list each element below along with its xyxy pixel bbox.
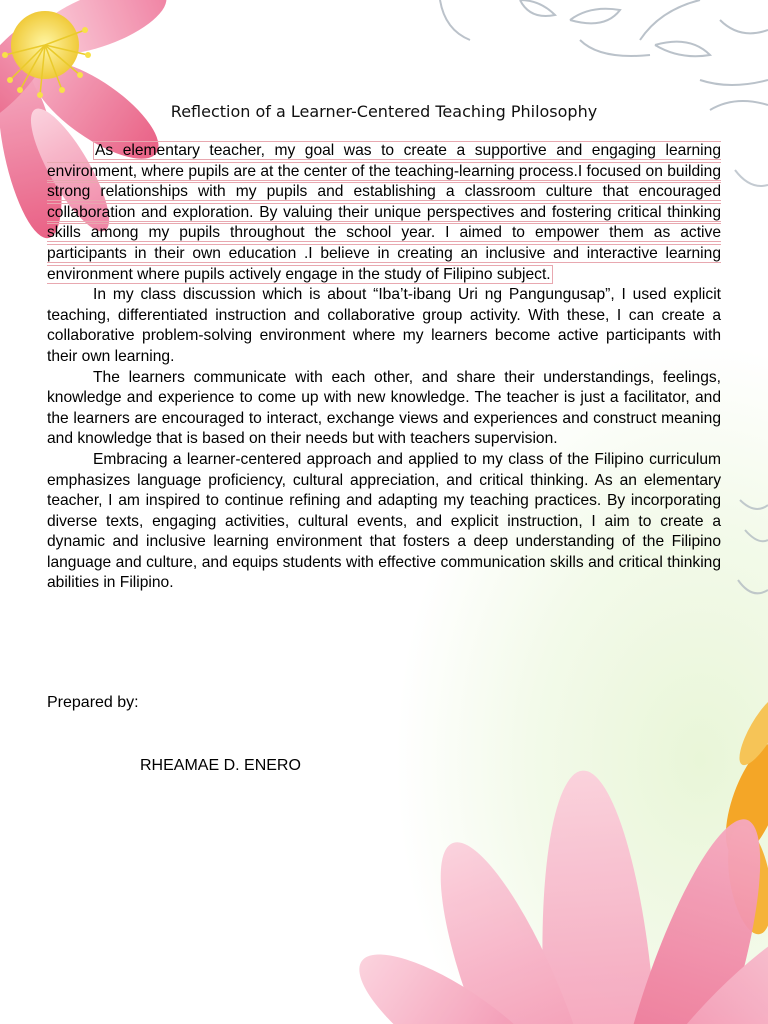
paragraph-1-text: As elementary teacher, my goal was to create a supportive and engaging learning environment, where pupils are at the center of the teaching-learning process.I focused on building strong relationships with my pupils and establishing a classroom culture that encouraged collaboration and exploration. By valuing their unique perspectives and fostering critical thinking skills among my pupils throughout the school year. I aimed to empower them as active participants in their own education .I believe in creating an inclusive and interactive learning environment where pupils actively engage in the study of Filipino subject. <box>47 142 721 283</box>
leaf-branch-icon-top <box>440 0 768 110</box>
reflection-body <box>47 141 721 594</box>
paragraph-4: Embracing a learner-centered approach and applied to my class of the Filipino curriculum emphasizes language proficiency, cultural appreciation, and critical thinking. As an elementary teacher, I am inspired to continue refining and adapting my teaching practices. By incorporating diverse texts, engaging activities, cultural events, and explicit instruction, I aim to create a dynamic and inclusive learning environment that fosters a deep understanding of the Filipino language and culture, and equips students with effective communication skills and critical thinking abilities in Filipino. <box>47 450 721 592</box>
flower-icon-bottom-right <box>340 767 768 1024</box>
leaf-icon-right <box>735 170 768 593</box>
document-title: Reflection of a Learner-Centered Teaching Philosophy <box>170 102 598 121</box>
paragraph-3: The learners communicate with each other, and share their understandings, feelings, knowledge and experience to come up with new knowledge. The teacher is just a facilitator, and the learners are encouraged to interact, exchange views and experiences and construct meaning and knowledge that is based on their needs but with teachers supervision. <box>47 368 721 448</box>
prepared-by-label: Prepared by: <box>47 694 139 711</box>
paragraph-2: In my class discussion which is about “Iba’t-ibang Uri ng Pangungusap”, I used explicit teaching, differentiated instruction and collaborative group activity. With these, I can create a collaborative problem-solving environment where my learners become active participants with their own learning. <box>47 286 721 365</box>
preparer-name: RHEAMAE D. ENERO <box>140 757 301 774</box>
paragraph-1 <box>47 141 721 285</box>
